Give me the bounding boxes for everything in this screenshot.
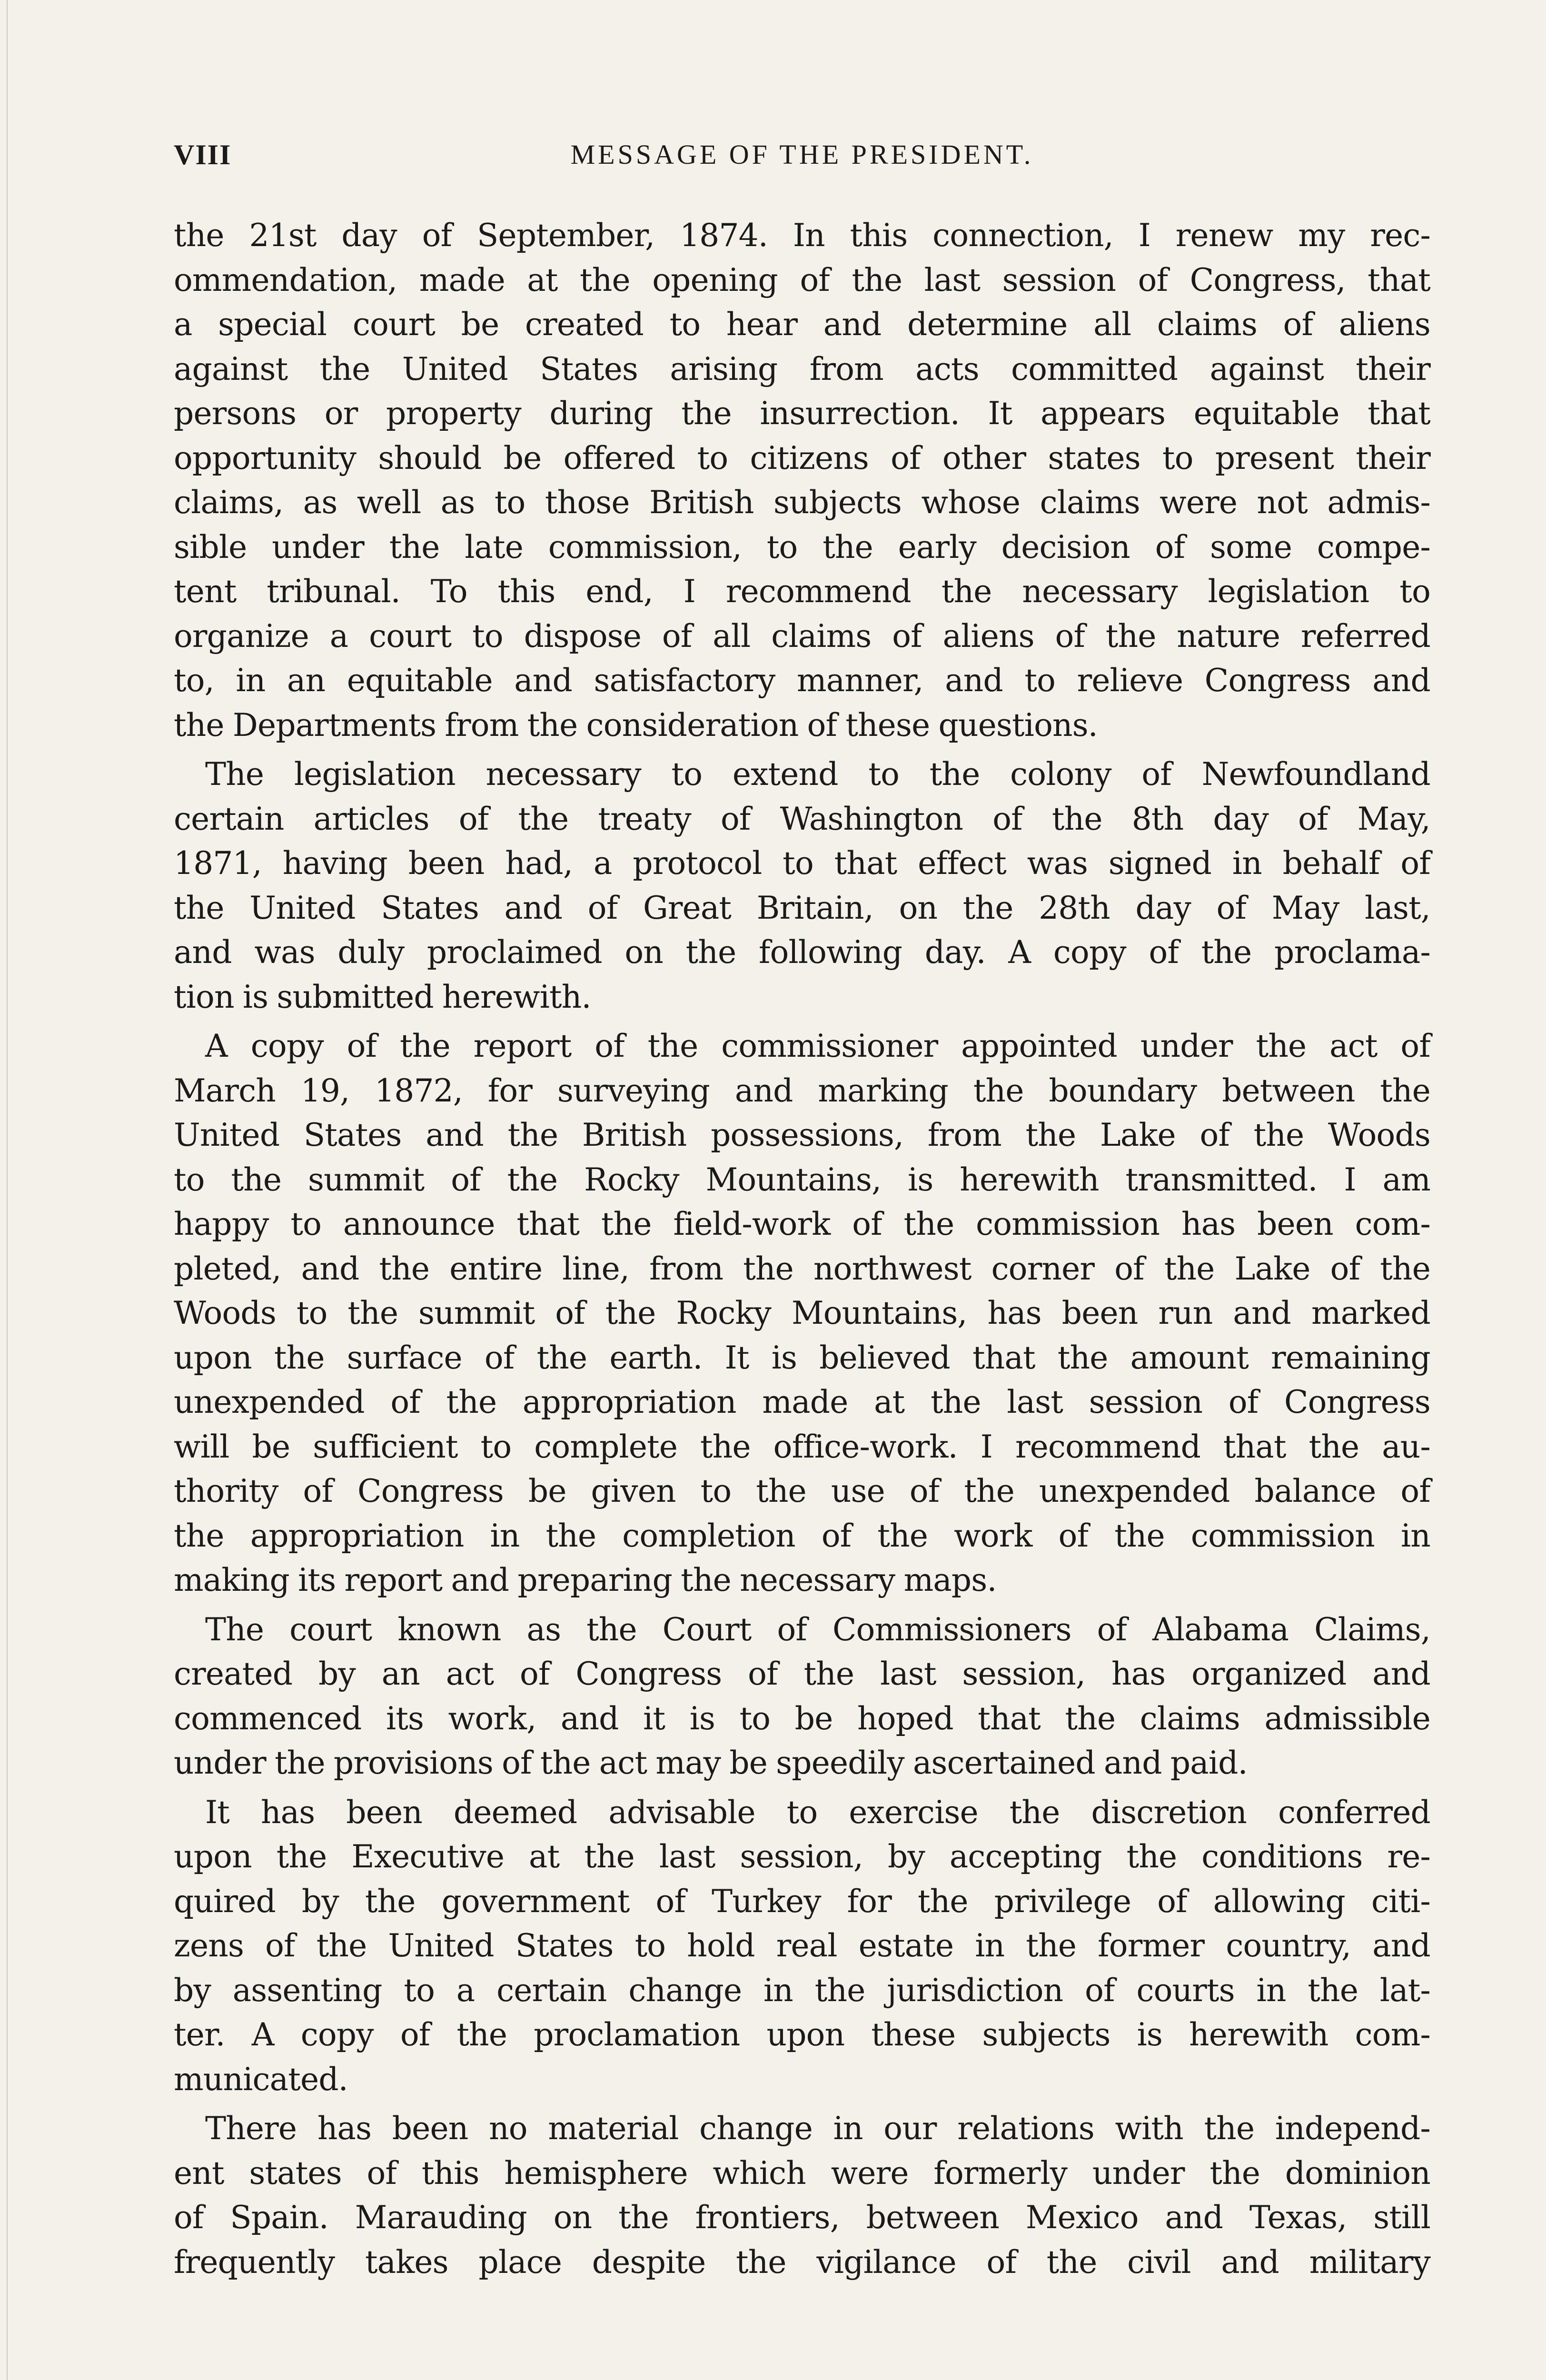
text-line: to, in an equitable and satisfactory manner, and to relieve Congress and — [174, 662, 1430, 699]
body-text — [174, 213, 1430, 2284]
text-line: under the provisions of the act may be speedily ascertained and paid. — [174, 1745, 1248, 1781]
text-line: of Spain. Marauding on the frontiers, between Mexico and Texas, still — [174, 2199, 1430, 2236]
text-line: 1871, having been had, a protocol to that effect was signed in behalf of — [174, 845, 1430, 882]
text-line: claims, as well as to those British subjects whose claims were not admis- — [174, 484, 1430, 521]
text-line: organize a court to dispose of all claims of aliens of the nature referred — [174, 617, 1430, 654]
text-line: Woods to the summit of the Rocky Mountains, has been run and marked — [174, 1295, 1430, 1331]
text-line: tent tribunal. To this end, I recommend the necessary legislation to — [174, 573, 1430, 610]
text-line: quired by the government of Turkey for the privilege of allowing citi- — [174, 1883, 1430, 1920]
text-line: United States and the British possessions, from the Lake of the Woods — [174, 1117, 1430, 1153]
text-line: sible under the late commission, to the early decision of some compe- — [174, 528, 1430, 565]
text-line: making its report and preparing the necessary maps. — [174, 1562, 997, 1598]
text-line: and was duly proclaimed on the following day. A copy of the proclama- — [174, 934, 1430, 971]
text-line: thority of Congress be given to the use of the unexpended balance of — [174, 1473, 1430, 1509]
text-line: zens of the United States to hold real estate in the former country, and — [174, 1927, 1430, 1964]
text-line: commenced its work, and it is to be hoped that the claims admissible — [174, 1700, 1430, 1737]
text-line: municated. — [174, 2061, 348, 2098]
paragraph — [174, 752, 1430, 1019]
text-line: It has been deemed advisable to exercise the discretion conferred — [205, 1794, 1430, 1831]
text-line: certain articles of the treaty of Washington of the 8th day of May, — [174, 800, 1430, 837]
text-line: March 19, 1872, for surveying and marking the boundary between the — [174, 1072, 1430, 1109]
running-title: MESSAGE OF THE PRESIDENT. — [570, 139, 1034, 170]
text-line: a special court be created to hear and determine all claims of aliens — [174, 306, 1430, 343]
paragraph — [174, 2106, 1430, 2284]
paragraph — [174, 213, 1430, 747]
text-line: the Departments from the consideration of these questions. — [174, 706, 1098, 744]
page-number: VIII — [174, 139, 232, 170]
text-line: created by an act of Congress of the last session, has organized and — [174, 1656, 1430, 1692]
text-line: against the United States arising from acts committed against their — [174, 350, 1430, 387]
text-line: The legislation necessary to extend to the colony of Newfoundland — [205, 756, 1430, 793]
paragraph — [174, 1790, 1430, 2102]
text-line: to the summit of the Rocky Mountains, is herewith transmitted. I am — [174, 1161, 1430, 1198]
text-line: ter. A copy of the proclamation upon these subjects is herewith com- — [174, 2016, 1430, 2053]
text-line: unexpended of the appropriation made at the last session of Congress — [174, 1384, 1430, 1420]
paragraph — [174, 1607, 1430, 1785]
text-line: ent states of this hemisphere which were formerly under the dominion — [174, 2154, 1430, 2192]
paragraph — [174, 1024, 1430, 1603]
text-line: tion is submitted herewith. — [174, 978, 591, 1015]
page-header — [174, 133, 1430, 176]
page-edge — [7, 0, 8, 2380]
text-line: ommendation, made at the opening of the last session of Congress, that — [174, 261, 1430, 298]
text-line: upon the Executive at the last session, by accepting the conditions re- — [174, 1838, 1430, 1875]
text-line: frequently takes place despite the vigilance of the civil and military — [174, 2243, 1430, 2281]
text-line: upon the surface of the earth. It is believed that the amount remaining — [174, 1339, 1430, 1376]
text-line: pleted, and the entire line, from the northwest corner of the Lake of the — [174, 1250, 1430, 1287]
text-line: happy to announce that the field-work of the commission has been com- — [174, 1206, 1430, 1242]
text-line: There has been no material change in our relations with the independ- — [205, 2110, 1430, 2147]
text-line: the United States and of Great Britain, on the 28th day of May last, — [174, 889, 1430, 926]
text-line: opportunity should be offered to citizens of other states to present their — [174, 439, 1430, 476]
text-line: persons or property during the insurrection. It appears equitable that — [174, 395, 1430, 432]
text-line: by assenting to a certain change in the jurisdiction of courts in the lat- — [174, 1972, 1430, 2009]
text-line: the 21st day of September, 1874. In this connection, I renew my rec- — [174, 217, 1430, 254]
text-line: The court known as the Court of Commissioners of Alabama Claims, — [205, 1611, 1430, 1648]
text-line: the appropriation in the completion of the work of the commission in — [174, 1517, 1430, 1554]
text-line: will be sufficient to complete the office-work. I recommend that the au- — [174, 1428, 1430, 1465]
text-line: A copy of the report of the commissioner appointed under the act of — [205, 1028, 1430, 1064]
